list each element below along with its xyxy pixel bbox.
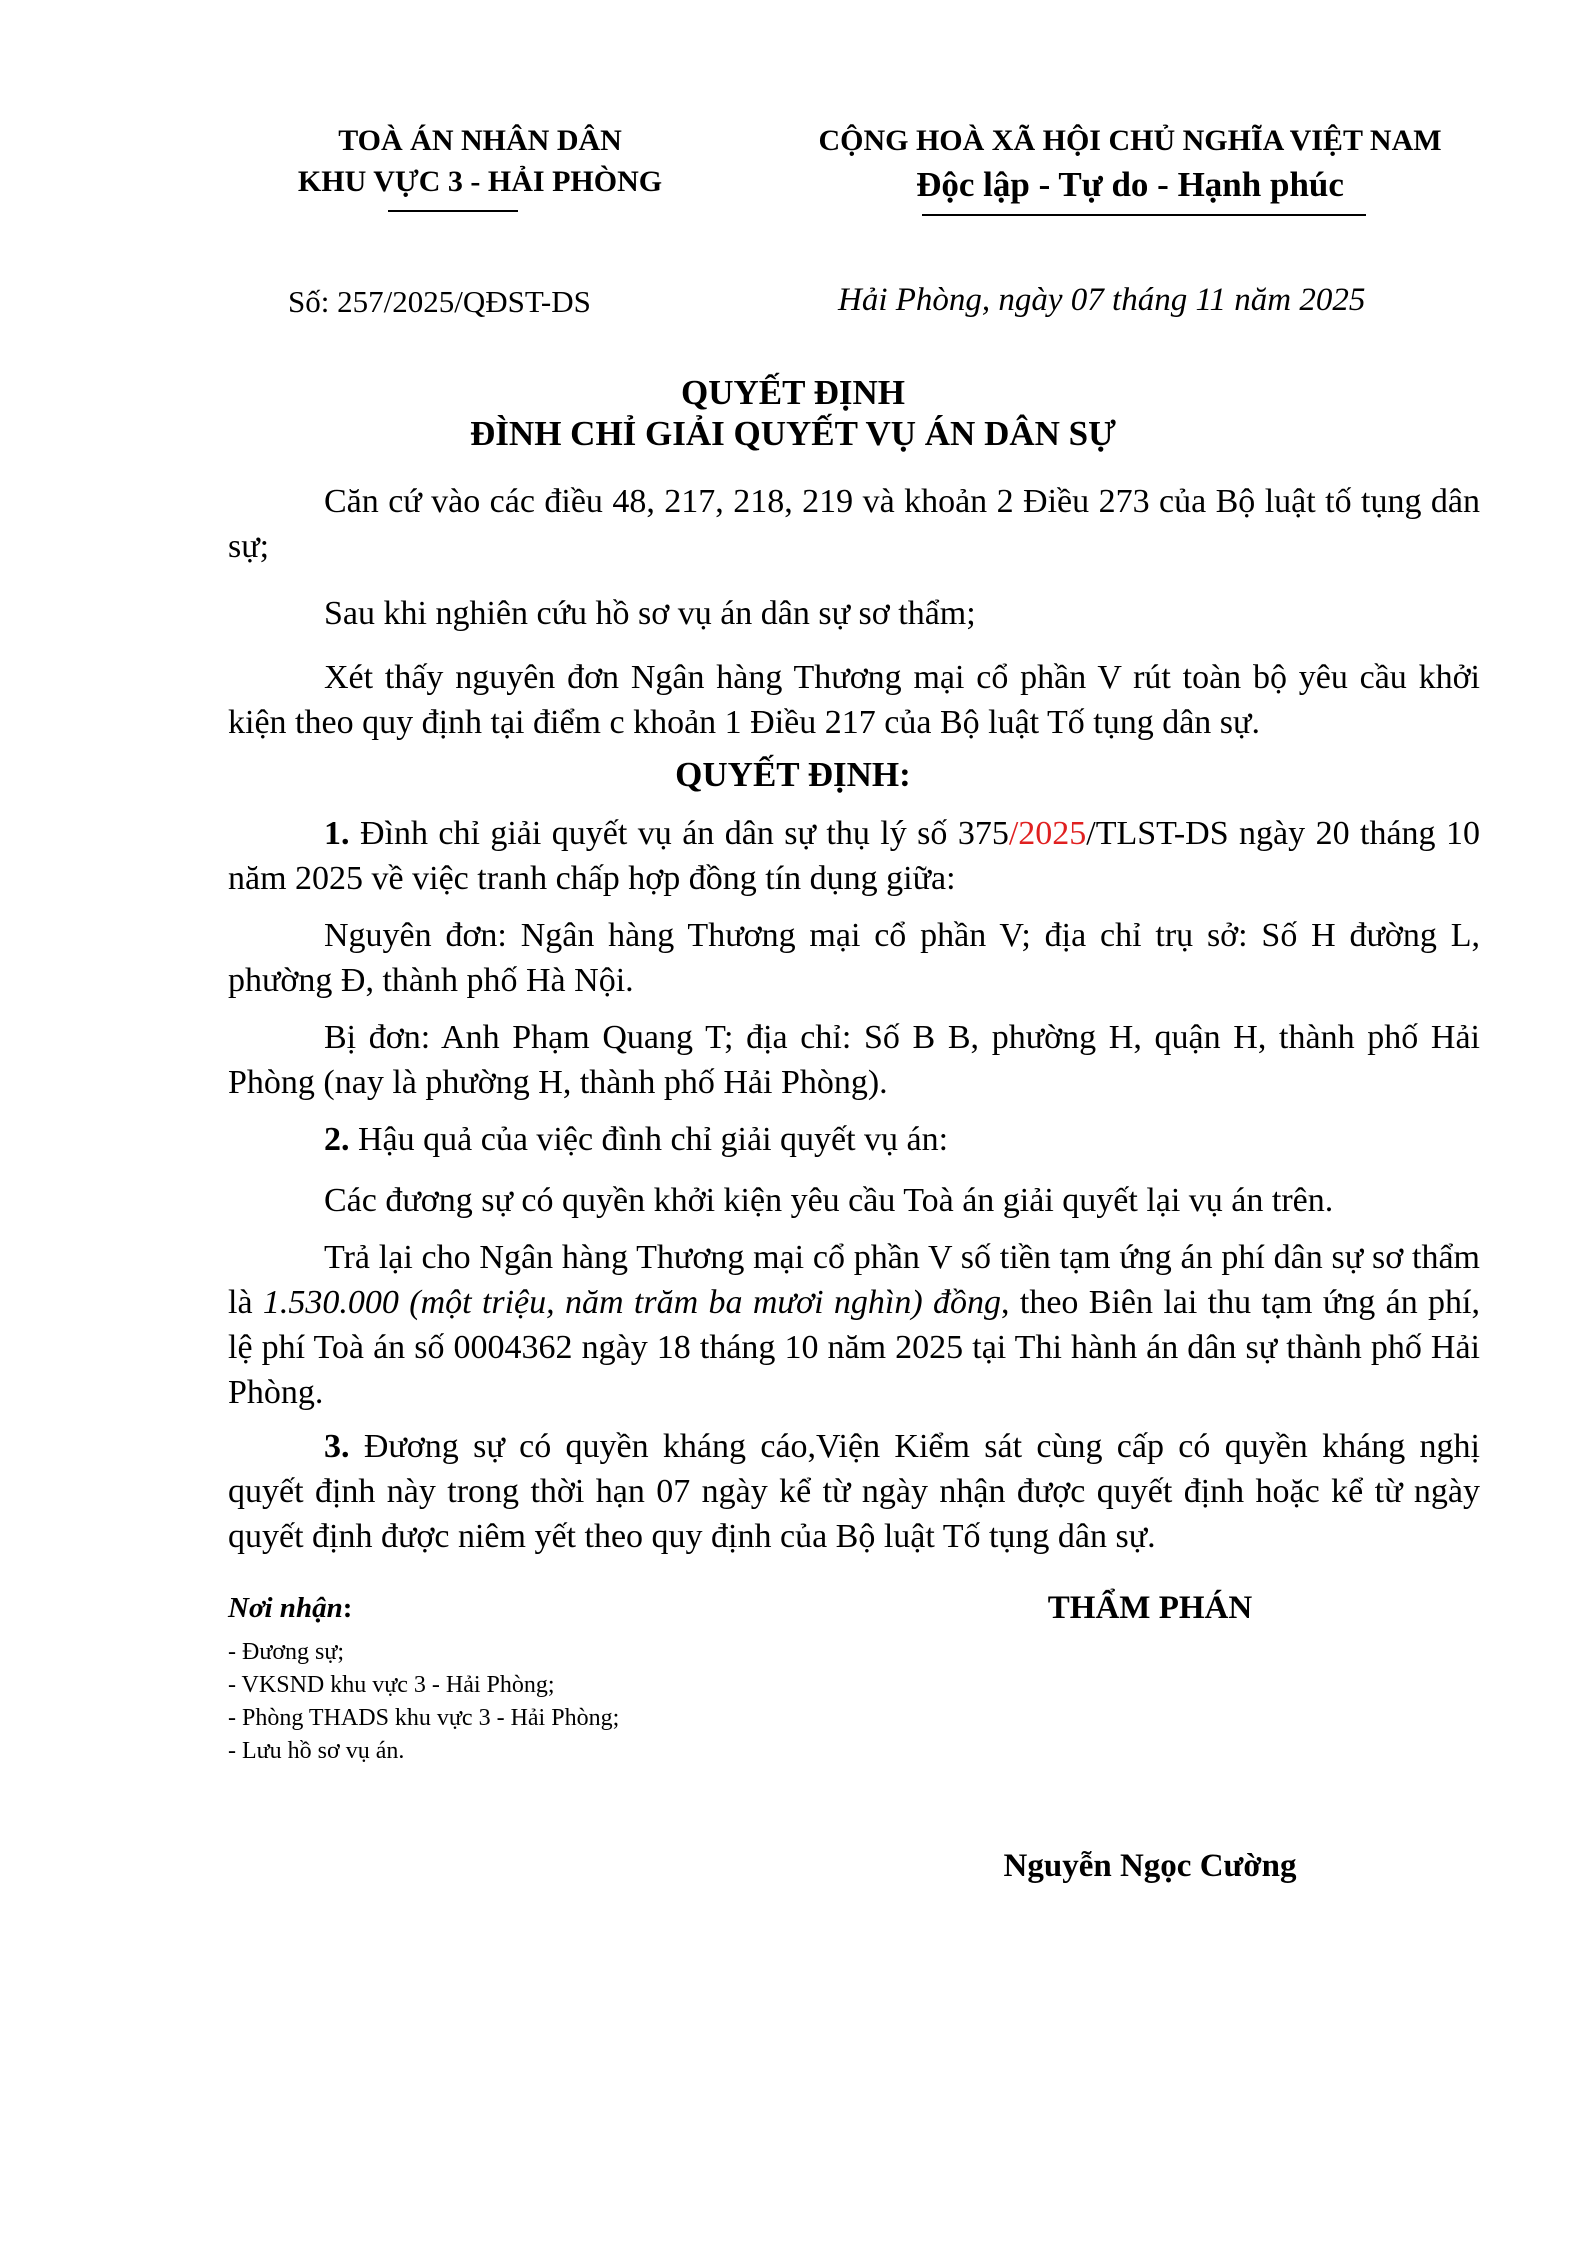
recipients-title xyxy=(228,1592,352,1625)
court-line-2: KHU VỰC 3 - HẢI PHÒNG xyxy=(297,165,663,198)
judge-title: THẨM PHÁN xyxy=(1047,1590,1253,1626)
item-2-text: Hậu quả của việc đình chỉ giải quyết vụ án: xyxy=(349,1121,949,1158)
defendant-info: Bị đơn: Anh Phạm Quang T; địa chỉ: Số B B, phường H, quận H, thành phố Hải Phòng (nay là phường H, thành phố Hải Phòng). xyxy=(228,1019,1480,1101)
plaintiff-info: Nguyên đơn: Ngân hàng Thương mại cổ phần V; địa chỉ trụ sở: Số H đường L, phường Đ, thành phố Hà Nội. xyxy=(228,917,1480,999)
item-3-text: Đương sự có quyền kháng cáo,Viện Kiểm sát cùng cấp có quyền kháng nghị quyết định này trong thời hạn 07 ngày kể từ ngày nhận được quyết định hoặc kể từ ngày quyết định được niêm yết theo quy định của Bộ luật Tố tụng dân sự. xyxy=(228,1428,1480,1555)
court-name xyxy=(220,120,740,202)
fee-refund-text-b: , theo Biên lai thu tạm ứng án phí, lệ phí Toà án số 0004362 ngày 18 tháng 10 năm 2025 tại Thi hành án dân sự thành phố Hải Phòng. xyxy=(228,1284,1480,1411)
recipients-title-colon: : xyxy=(342,1592,353,1624)
item-3-number: 3. xyxy=(324,1428,350,1465)
recipient-item: - Phòng THADS khu vực 3 - Hải Phòng; xyxy=(228,1705,620,1731)
court-line-1: TOÀ ÁN NHÂN DÂN xyxy=(338,124,622,157)
item-2-right-to-sue: Các đương sự có quyền khởi kiện yêu cầu Toà án giải quyết lại vụ án trên. xyxy=(324,1182,1334,1219)
item-1-text-red: /2025 xyxy=(1008,815,1087,852)
item-2-number: 2. xyxy=(324,1121,350,1158)
recipient-item: - VKSND khu vực 3 - Hải Phòng; xyxy=(228,1672,555,1698)
decision-heading: QUYẾT ĐỊNH: xyxy=(675,755,911,794)
preamble-finding: Xét thấy nguyên đơn Ngân hàng Thương mại cổ phần V rút toàn bộ yêu cầu khởi kiện theo quy định tại điểm c khoản 1 Điều 217 của Bộ luật Tố tụng dân sự. xyxy=(228,659,1480,741)
judge-name: Nguyễn Ngọc Cường xyxy=(1003,1848,1297,1884)
decision-item-3 xyxy=(228,1424,1480,1559)
item-1-text-a: Đình chỉ giải quyết vụ án dân sự thụ lý số 375 xyxy=(349,815,1009,852)
fee-refund-amount: 1.530.000 (một triệu, năm trăm ba mươi nghìn) đồng xyxy=(262,1284,1002,1321)
item-1-number: 1. xyxy=(324,815,350,852)
item-1-text-b: /TLST-DS ngày 20 tháng 10 năm 2025 về việc tranh chấp hợp đồng tín dụng giữa: xyxy=(228,815,1480,897)
fee-refund-text-a: Trả lại cho Ngân hàng Thương mại cổ phần V số tiền tạm ứng án phí dân sự sơ thẩm là xyxy=(228,1239,1480,1321)
preamble-legal-basis: Căn cứ vào các điều 48, 217, 218, 219 và khoản 2 Điều 273 của Bộ luật tố tụng dân sự; xyxy=(228,483,1480,565)
document-place-date: Hải Phòng, ngày 07 tháng 11 năm 2025 xyxy=(838,282,1366,318)
document-subtitle: ĐÌNH CHỈ GIẢI QUYẾT VỤ ÁN DÂN SỰ xyxy=(470,414,1116,453)
decision-item-1 xyxy=(228,811,1480,901)
court-underline xyxy=(388,210,518,212)
nation-line-2: Độc lập - Tự do - Hạnh phúc xyxy=(916,165,1344,204)
recipient-item: - Lưu hồ sơ vụ án. xyxy=(228,1738,405,1764)
nation-line-1: CỘNG HOÀ XÃ HỘI CHỦ NGHĨA VIỆT NAM xyxy=(818,124,1442,157)
decision-item-2 xyxy=(228,1117,1480,1162)
recipients-list xyxy=(228,1636,619,1768)
item-2-fee-refund xyxy=(228,1235,1480,1415)
motto-underline xyxy=(922,214,1366,216)
preamble-review: Sau khi nghiên cứu hồ sơ vụ án dân sự sơ thẩm; xyxy=(324,595,976,632)
document-title: QUYẾT ĐỊNH xyxy=(681,373,905,412)
document-number: Số: 257/2025/QĐST-DS xyxy=(288,284,591,319)
recipients-title-text: Nơi nhận xyxy=(228,1592,343,1624)
recipient-item: - Đương sự; xyxy=(228,1639,345,1665)
national-motto xyxy=(780,120,1480,207)
